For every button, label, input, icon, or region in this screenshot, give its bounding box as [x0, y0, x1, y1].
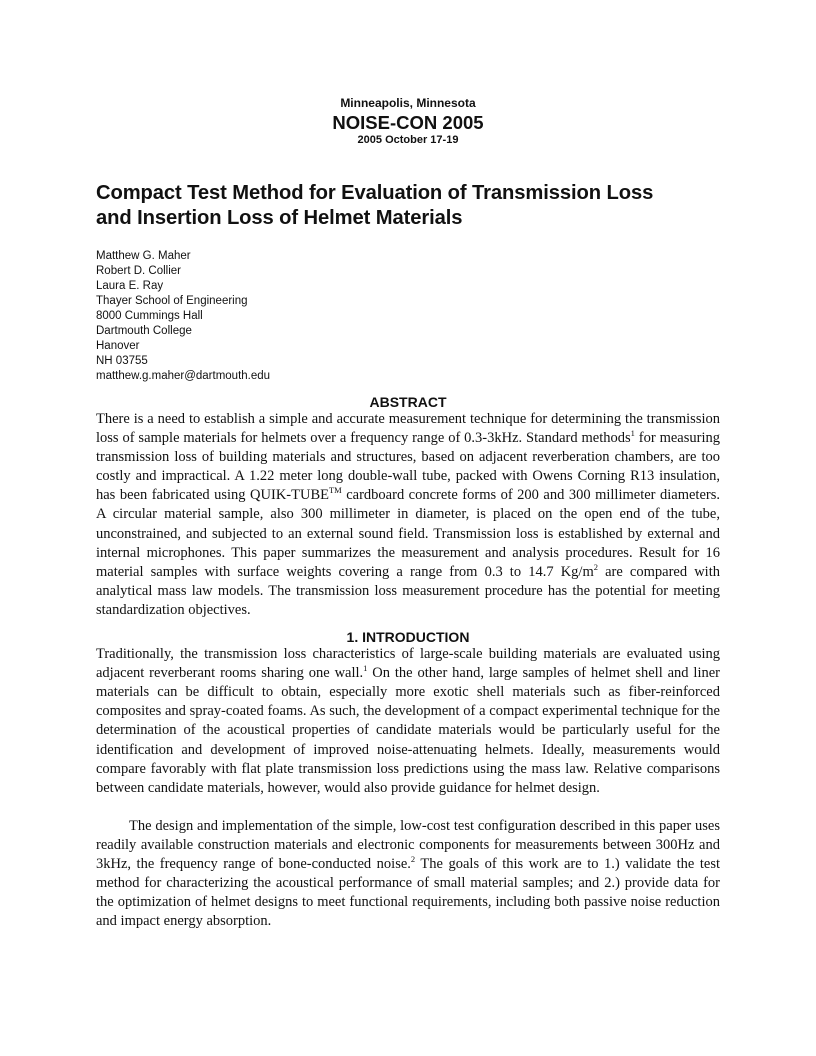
- intro-text: The design and implementation of the simple, low-cost test configuration described in this paper uses readily available construction materials and electronic components for measurements between 300Hz and 3kHz, the frequency range of bone-conducted noise.: [96, 817, 720, 872]
- abstract-text: are compared with analytical mass law models. The transmission loss measurement procedure has the potential for meeting standardization objectives.: [96, 563, 720, 618]
- paper-title-line-2: and Insertion Loss of Helmet Materials: [96, 207, 463, 229]
- intro-text: The goals of this work are to 1.) validate the test method for characterizing the acoustical performance of small material samples; and 2.) provide data for the optimization of helmet designs to meet functional requirements, including both passive noise reduction and impact energy absorption.: [96, 855, 720, 930]
- paper-title: [96, 181, 720, 231]
- paper-page: [96, 96, 720, 931]
- intro-paragraph-1: [96, 645, 720, 798]
- affiliation-line: Thayer School of Engineering: [96, 295, 248, 307]
- trademark-sup: TM: [328, 485, 342, 496]
- introduction-heading: 1. INTRODUCTION: [346, 629, 470, 646]
- abstract-text: cardboard concrete forms of 200 and 300 millimeter diameters. A circular material sample, also 300 millimeter in diameter, is placed on the open end of the tube, unconstrained, and subjected to an external sound field. Transmission loss is established by external and internal microphones. This paper summarizes the measurement and analysis procedures. Result for 16 material samples with surface weights covering a range from 0.3 to 14.7 Kg/m: [96, 487, 720, 580]
- author-name: Laura E. Ray: [96, 280, 164, 292]
- intro-text: Traditionally, the transmission loss characteristics of large-scale building materials are evaluated using adjacent reverberant rooms sharing one wall.: [96, 646, 720, 682]
- affiliation-line: 8000 Cummings Hall: [96, 310, 203, 322]
- abstract-heading: ABSTRACT: [369, 394, 447, 410]
- footnote-ref: 1: [630, 428, 635, 439]
- introduction-body: [96, 645, 720, 931]
- paper-title-line-1: Compact Test Method for Evaluation of Transmission Loss: [96, 182, 654, 204]
- conference-header: [96, 96, 720, 147]
- footnote-ref: 2: [410, 853, 416, 864]
- affiliation-line: Hanover: [96, 340, 140, 352]
- author-block: [96, 249, 720, 384]
- author-name: Matthew G. Maher: [96, 250, 191, 262]
- abstract-paragraph: [96, 410, 720, 620]
- intro-text: On the other hand, large samples of helmet shell and liner materials can be difficult to obtain, especially more exotic shell materials such as fiber-reinforced composites and spray-coated foams. As such, the development of a compact experimental technique for the determination of the acoustical properties of candidate materials would be particularly useful for the identification and development of improved noise-attenuating helmets. Ideally, measurements would compare favorably with flat plate transmission loss predictions using the mass law. Relative comparisons between candidate materials, however, would also provide guidance for helmet design.: [96, 665, 720, 796]
- author-email: matthew.g.maher@dartmouth.edu: [96, 370, 271, 382]
- conference-dates: 2005 October 17-19: [357, 134, 459, 146]
- abstract-body: [96, 410, 720, 620]
- abstract-text: for measuring transmission loss of building materials and structures, based on adjacent reverberation chambers, are too costly and impractical. A 1.22 meter long double-wall tube, packed with Owens Corning R13 insulation, has been fabricated using QUIK-TUBE: [96, 430, 720, 504]
- affiliation-line: NH 03755: [96, 355, 148, 367]
- intro-paragraph-2: [96, 817, 720, 932]
- conference-city: Minneapolis, Minnesota: [340, 96, 476, 110]
- affiliation-line: Dartmouth College: [96, 325, 192, 337]
- abstract-text: There is a need to establish a simple and accurate measurement technique for determining the transmission loss of sample materials for helmets over a frequency range of 0.3-3kHz. Standard methods: [96, 411, 720, 447]
- footnote-ref: 1: [363, 663, 368, 674]
- conference-name: NOISE-CON 2005: [332, 112, 484, 133]
- author-name: Robert D. Collier: [96, 265, 181, 277]
- unit-exponent: 2: [593, 561, 598, 572]
